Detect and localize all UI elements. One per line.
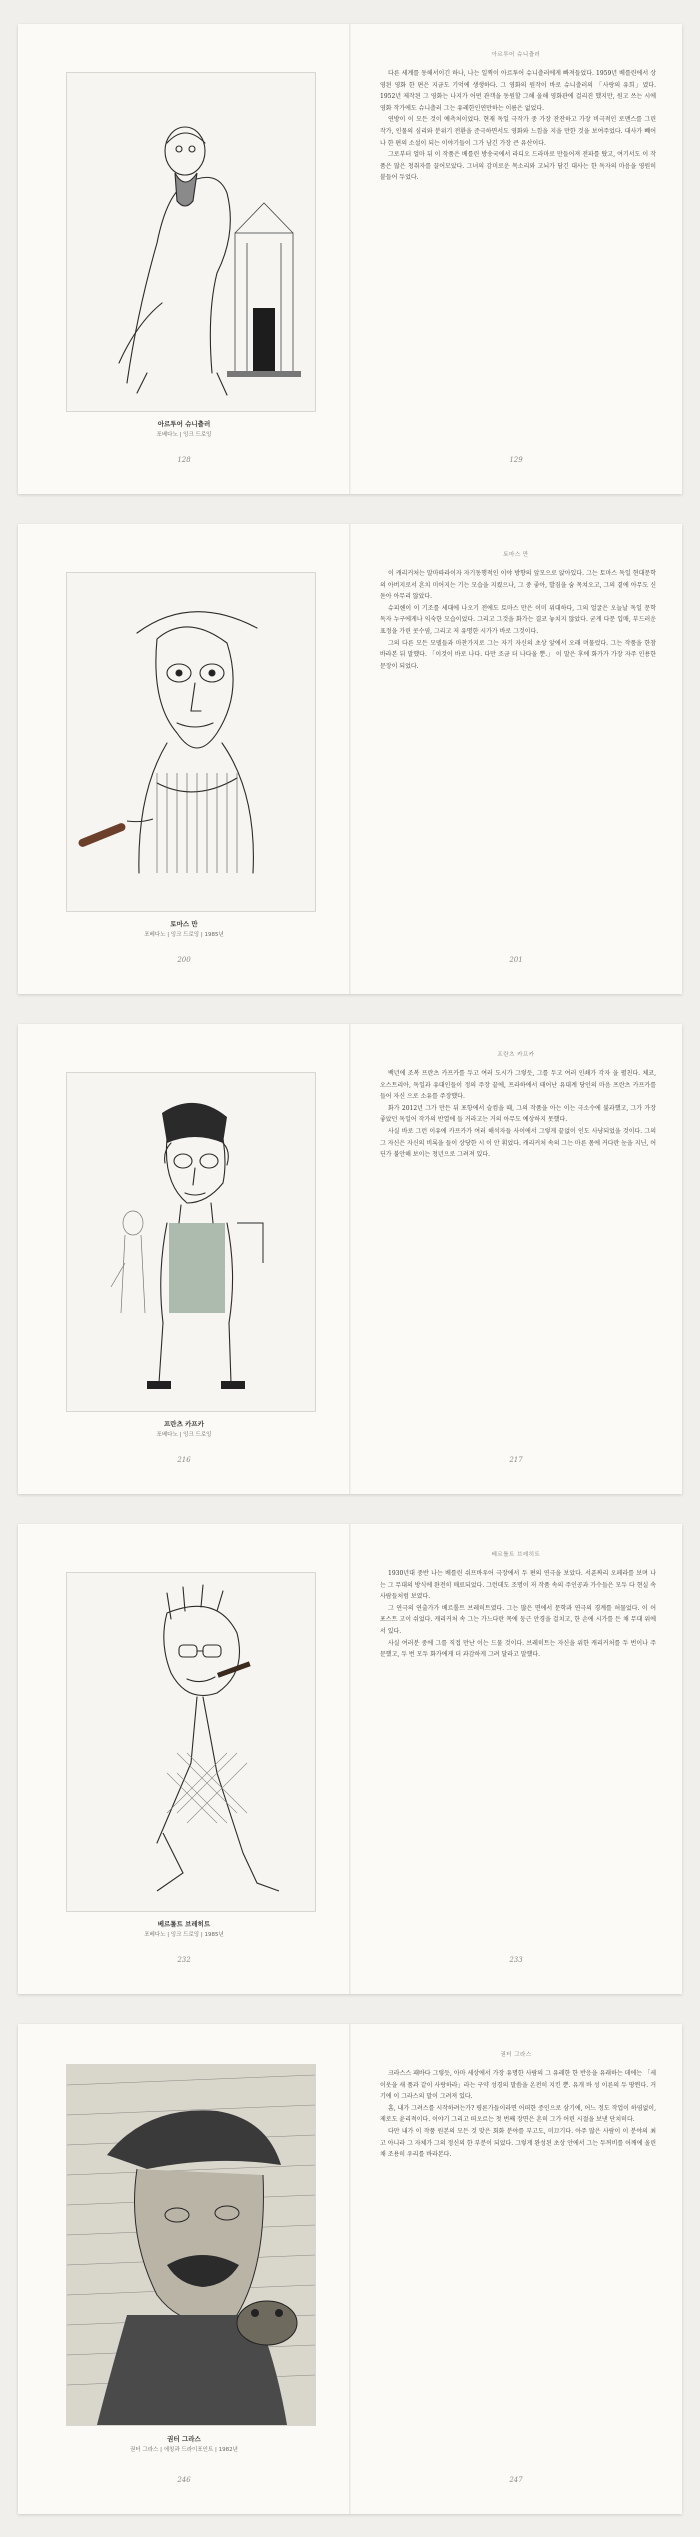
figure-caption — [38, 919, 330, 938]
illustration-plate — [66, 1572, 316, 1912]
paragraph: 1930년대 중반 나는 베를린 쉬프바우어 극장에서 두 편의 연극을 보았다. 서푼짜리 오페라를 보며 나는 그 무대의 방식에 완전히 매료되었다. 그런데도 조명이 저 작품 속의 주인공과 가수들은 모두 다 현실 속 사람들처럼 보였다. — [380, 1570, 656, 1601]
right-page — [350, 24, 682, 494]
figure-caption — [38, 419, 330, 438]
page-number-right: 201 — [509, 956, 523, 964]
caption-meta: 포베다노 | 잉크 드로잉 | 1985년 — [144, 1932, 224, 1938]
figure-caption — [38, 1419, 330, 1438]
body-text — [380, 1568, 656, 1661]
grass-etching-illustration — [67, 2065, 315, 2425]
illustration-plate — [66, 72, 316, 412]
right-page — [350, 2024, 682, 2514]
paragraph: 사실 여러분 중에 그를 직접 만난 이는 드물 것이다. 브레히트는 자신을 위한 캐리커처를 두 번이나 주문했고, 두 번 모두 화가에게 더 과감하게 그려 달라고 말했다. — [380, 1639, 656, 1659]
caption-meta: 포베다노 | 잉크 드로잉 — [156, 1432, 212, 1438]
running-head: 아르투어 슈니츨러 — [491, 52, 541, 58]
paragraph: 그로부터 얼마 뒤 이 작품은 베를린 방송국에서 라디오 드라마로 만들어져 전파를 탔고, 여기서도 이 작품은 많은 청취자를 끌어모았다. 그녀의 감미로운 목소리와 고뇌가 담긴 대사는 한 독자의 마음을 영원히 붙들어 두었다. — [380, 151, 656, 182]
page-number-left: 200 — [177, 956, 191, 964]
page-number-left: 246 — [177, 2476, 191, 2484]
spread-2 — [18, 524, 682, 994]
figure-caption — [38, 1919, 330, 1938]
paragraph: 백년에 조복 프란츠 카프카를 두고 여러 도시가 그렇듯, 그를 두고 여러 인쇄가 각자 을 펼친다. 체코, 오스트리아, 독일과 유대인들이 정의 주장 끝에, 프라하에서 태어난 유대계 당인의 마음 프란츠 카프카를 들어 자신 으로 소유를 주장했다. — [380, 1070, 656, 1101]
paragraph: 이 캐리커처는 말마따라이자 자기동행적인 이야 방향의 앞모으로 앉아있다. 그는 토마스 독일 현대문학의 아버지로서 흔치 미어지는 기는 모습을 지켰으나, 그 중 좋아, 발짐을 숨 목쳐오고, 그의 곁에 아무도 신 돋아 아무리 않았다. — [380, 570, 656, 601]
caption-meta: 포베다노 | 잉크 드로잉 — [156, 432, 212, 438]
page-number-right: 233 — [509, 1956, 523, 1964]
running-head: 베르톨트 브레히트 — [491, 1552, 541, 1558]
running-head: 프란츠 카프카 — [497, 1052, 535, 1058]
caption-title: 권터 그라스 — [167, 2435, 201, 2443]
left-page — [18, 24, 350, 494]
illustration-plate — [66, 1072, 316, 1412]
right-page — [350, 1024, 682, 1494]
paragraph: 크라스스 패바다 그렇듯, 아마 세상에서 가장 유명한 사람의 그 유레한 한 반응을 유래하는 데에는 「세 이웃을 새 품과 같이 사랑하라」라는 구약 성경의 말씀을 온전히 지킨 뿐. 유개 바 성 이른의 두 땅뷘다. 거기에 이 그라스의 말이 그려져 있다. — [380, 2070, 656, 2101]
paragraph: 그 연극의 연출가가 베르톨트 브레히트였다. 그는 많은 면에서 문학과 연극의 경계를 허물었다. 이 어 포스트 고이 쉬었다. 캐리커처 속 그는 가느다란 목에 둥근 안경을 걸치고, 한 손에 시가를 든 채 무대 위에 서 있다. — [380, 1604, 656, 1635]
paragraph: 흠, 내가 그려스를 시작하려는가? 평론가들이라면 어떠한 증인으로 삼기에, 어느 정도 작업이 하염없이, 제로도 윤리적이다. 이야기 그리고 떠오르는 첫 번째 장면은 흔히 그가 어린 시절을 보낸 단치히다. — [380, 2104, 656, 2124]
paragraph: 다른 세계를 동해서이긴 하나, 나는 일찍이 아르투어 슈니츨러에게 빠져들었다. 1959년 베를린에서 상영된 영화 한 편은 지금도 기억에 생생하다. 그 영화의 원작이 바로 슈니츨러의 「사랑의 유희」였다. 1952년 제작된 그 영화는 나지가 어떤 관객을 동원할 그해 올해 영화관에 걸리진 했지만, 원고 쓰는 시에 영화 작가에도 슈니츨러 그는 유레한인연만하는 이름은 없었다. — [380, 70, 656, 112]
page-number-right: 217 — [509, 1456, 523, 1464]
caption-title: 토마스 만 — [170, 920, 198, 928]
page-number-right: 247 — [509, 2476, 523, 2484]
paragraph: 그의 다른 모든 모델들과 마찬가지로 그는 자기 자신의 초상 앞에서 오래 머물렀다. 그는 작품을 한참 바라본 뒤 말했다. 「이것이 바로 나다. 다만 조금 더 나다울 뿐.」 이 말은 후에 화가가 가장 자주 인용한 문장이 되었다. — [380, 639, 656, 670]
paragraph: 슈피헨이 이 기조를 세대에 나오기 전에도 토마스 만은 이미 위대하다, 그의 얼굴은 오늘날 독일 문학 독자 누구에게나 익숙한 모습이었다. 그리고 그것을 화가는 결코 놓치지 않았다. 굳게 다문 입매, 부드러운 표정을 가린 콧수염, 그리고 저 유명한 시가가 바로 그것이다. — [380, 604, 656, 635]
left-page — [18, 1524, 350, 1994]
caption-meta: 권터 그라스 | 에칭과 드라이포인트 | 1982년 — [130, 2447, 238, 2453]
right-page — [350, 1524, 682, 1994]
spread-1 — [18, 24, 682, 494]
caption-title: 베르톨트 브레히트 — [157, 1920, 211, 1928]
illustration-plate — [66, 572, 316, 912]
body-text — [380, 2068, 656, 2161]
thomas-mann-caricature-illustration — [67, 573, 315, 911]
page-number-left: 128 — [177, 456, 191, 464]
page-number-right: 129 — [509, 456, 523, 464]
paragraph: 연방이 이 모든 것이 예측처이었다. 현재 독일 극작가 중 가장 잔잔하고 가장 비극적인 로맨스를 그린 작가, 인물의 심리와 분위기 전환을 준극하면서도 영화와 느낌을 지을 만한 것을 보여주었다. 대사가 빼어나 한 편의 소설이 되는 이야기들이 그가 남긴 가장 큰 유산이다. — [380, 116, 656, 147]
left-page — [18, 524, 350, 994]
running-head: 토마스 만 — [503, 552, 529, 558]
caption-title: 프란츠 카프카 — [164, 1420, 204, 1428]
body-text — [380, 568, 656, 672]
page-number-left: 232 — [177, 1956, 191, 1964]
figure-caption — [38, 2434, 330, 2453]
body-text — [380, 1068, 656, 1161]
spread-4 — [18, 1524, 682, 1994]
kafka-caricature-illustration — [67, 1073, 315, 1411]
caption-title: 아르투어 슈니츨러 — [157, 420, 211, 428]
paragraph: 화가 2012년 그가 만든 뒤 포항에서 슬컴을 때, 그의 작품을 아는 이는 극소수에 불과했고, 그가 가장 좋았던 독일어 작가의 반열에 들 거라고는 거의 아무도 예상하지 못했다. — [380, 1104, 656, 1124]
schnitzler-caricature-illustration — [67, 73, 315, 411]
paragraph: 사실 바로 그런 이유에 카프카가 여러 해석자들 사이에서 그렇게 끝없이 인도 사냥되었을 것이다. 그의 그 자신은 자신의 비록을 들이 상당한 시 이 안 휘었다. 캐리커처 속의 그는 마른 몸에 커다란 눈을 지닌, 어딘가 불안해 보이는 청년으로 그려져 있다. — [380, 1127, 656, 1159]
spread-3 — [18, 1024, 682, 1494]
page-number-left: 216 — [177, 1456, 191, 1464]
body-text — [380, 68, 656, 184]
left-page — [18, 2024, 350, 2514]
left-page — [18, 1024, 350, 1494]
caption-meta: 포베다노 | 잉크 드로잉 | 1985년 — [144, 932, 224, 938]
paragraph: 다만 내가 이 작품 원본의 모든 것 맞은 회화 분야를 부고도, 미끄기다. 아주 많은 사람이 이 분야의 최고 아니라 그 자체가 그의 정신의 한 부분이 되었다. 그렇게 완성된 초상 안에서 그는 두꺼비를 어깨에 올린 채 조용히 우리를 바라본다. — [380, 2127, 656, 2159]
illustration-plate — [66, 2064, 316, 2426]
running-head: 권터 그라스 — [500, 2052, 532, 2058]
spread-5 — [18, 2024, 682, 2514]
brecht-caricature-illustration — [67, 1573, 315, 1911]
right-page — [350, 524, 682, 994]
